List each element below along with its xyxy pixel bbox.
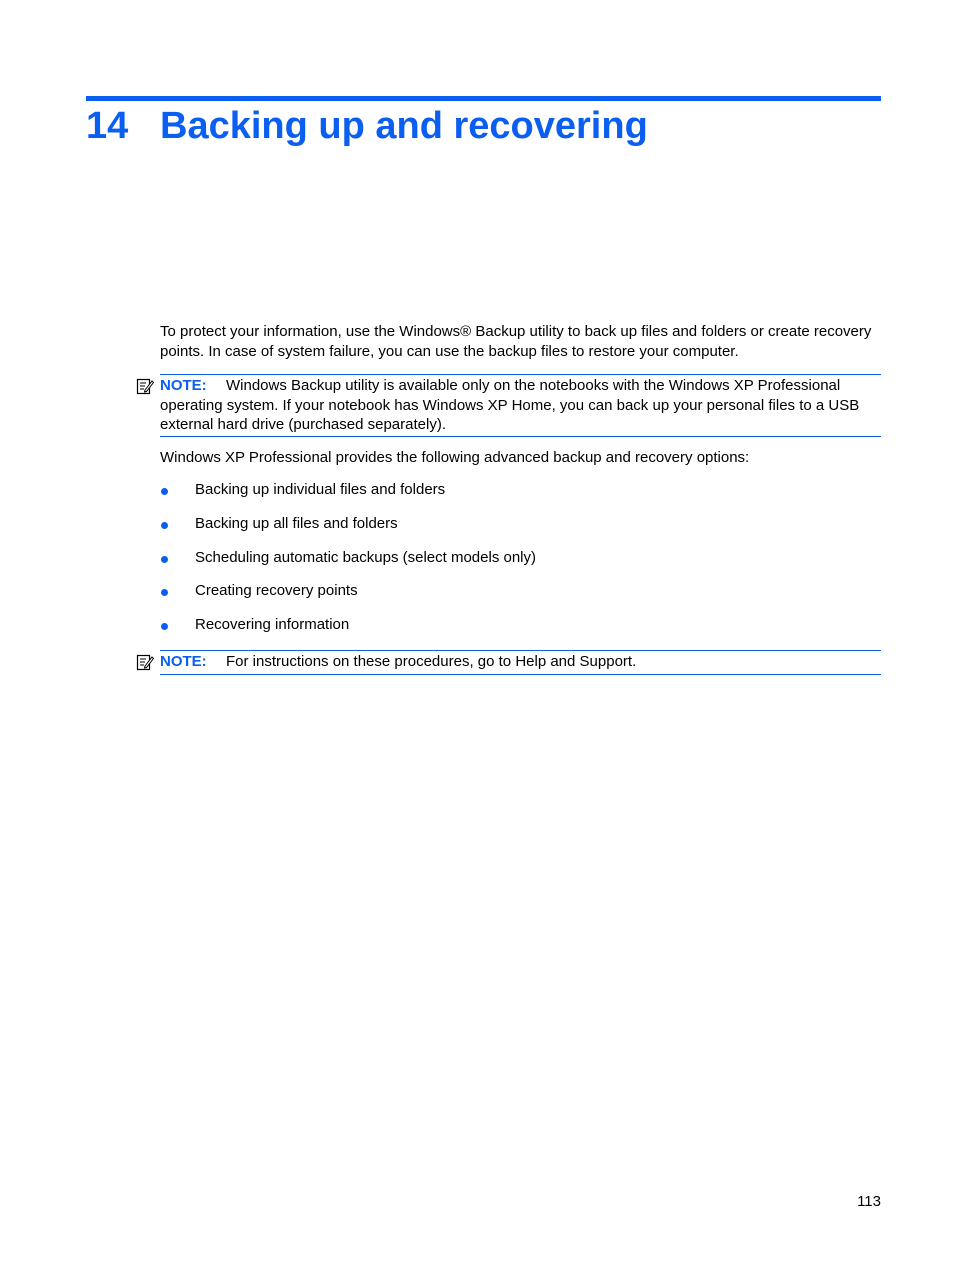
list-item [160,514,536,548]
chapter-number: 14 [86,105,129,147]
list-item [160,480,536,514]
list-item-text: Backing up individual files and folders [195,481,446,498]
note-text: For instructions on these procedures, go to Help and Support. [226,653,637,670]
note-label: NOTE: [160,377,207,394]
note-text: Windows Backup utility is available only on the notebooks with the Windows XP Professional operating system. If your notebook has Windows XP Home, you can back up your personal files to a USB external hard drive (purchased separately). [160,377,860,433]
bullet-icon [161,589,168,596]
bullet-icon [161,522,168,529]
options-intro: Windows XP Professional provides the following advanced backup and recovery options: [160,449,750,466]
note-pencil-icon [136,377,154,395]
list-item-text: Creating recovery points [195,582,358,600]
list-item [160,615,536,649]
note-label: NOTE: [160,653,207,670]
bullet-icon [161,623,168,630]
intro-paragraph: To protect your information, use the Windows® Backup utility to back up files and folders or create recovery points. In case of system failure, you can use the backup files to restore your computer. [160,323,872,360]
note-box [160,374,881,437]
list-item-text: Scheduling automatic backups (select models only) [195,548,537,566]
note-box [160,650,881,675]
bullet-icon [161,556,168,563]
options-list [160,480,536,649]
chapter-title: Backing up and recovering [160,105,648,147]
list-item [160,581,536,615]
bullet-icon [161,488,168,495]
list-item-text: Recovering information [195,616,350,634]
page-number: 113 [857,1193,881,1210]
list-item-text: Backing up all files and folders [195,514,398,532]
list-item [160,548,536,582]
note-pencil-icon [136,653,154,671]
chapter-heading [86,100,648,152]
